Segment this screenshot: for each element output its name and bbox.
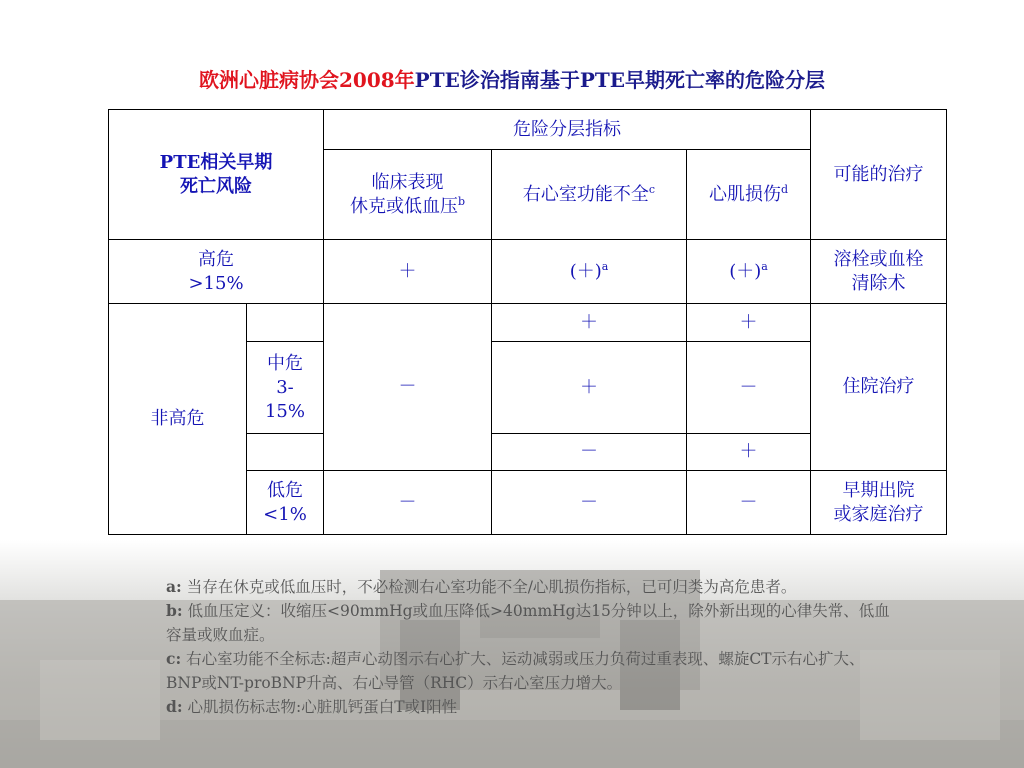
title-main: PTE诊治指南基于PTE早期死亡率的危险分层 <box>414 68 825 92</box>
title-org-year: 欧洲心脏病协会2008年 <box>198 68 415 92</box>
low-rv: － <box>492 471 687 535</box>
high-rv: $(+)^a$ <box>492 240 687 304</box>
intermediate-empty-bottom <box>247 434 324 471</box>
low-treatment: 早期出院 或家庭治疗 <box>811 471 947 535</box>
header-risk-label: PTE相关早期 死亡风险 <box>109 110 324 240</box>
high-clinical: ＋ <box>324 240 492 304</box>
footnote-c: c: 右心室功能不全标志:超声心动图示右心扩大、运动减弱或压力负荷过重表现、螺旋CT示右心扩大、BNP或NT-proBNP升高、右心导管（RHC）示右心室压力增大。 <box>166 649 865 692</box>
intermediate-treatment: 住院治疗 <box>811 304 947 471</box>
row1-rv: ＋ <box>492 304 687 342</box>
non-high-clinical: － <box>324 304 492 471</box>
intermediate-rv: ＋ <box>492 342 687 434</box>
row3-rv: － <box>492 434 687 471</box>
header-treatment: 可能的治疗 <box>811 110 947 240</box>
high-myo: $(+)^a$ <box>687 240 811 304</box>
row3-myo: ＋ <box>687 434 811 471</box>
slide-title <box>0 64 1024 93</box>
risk-stratification-table <box>108 109 947 535</box>
low-clinical: － <box>324 471 492 535</box>
non-high-risk-label: 非高危 <box>109 304 247 535</box>
row1-myo: ＋ <box>687 304 811 342</box>
footnote-a: a: 当存在休克或低血压时，不必检测右心室功能不全/心肌损伤指标，已可归类为高危患者。 <box>166 577 797 596</box>
low-myo: － <box>687 471 811 535</box>
footnotes <box>136 575 896 719</box>
intermediate-myo: － <box>687 342 811 434</box>
header-indicators: 危险分层指标 <box>324 110 811 150</box>
high-treatment: 溶栓或血栓 清除术 <box>811 240 947 304</box>
low-risk-label: 低危 <1% <box>247 471 324 535</box>
header-myocardial-injury: 心肌损伤$^d$ <box>687 150 811 240</box>
header-clinical: 临床表现 休克或低血压$^b$ <box>324 150 492 240</box>
header-rv-dysfunction: 右心室功能不全$^c$ <box>492 150 687 240</box>
intermediate-risk-label: 中危 3- 15% <box>247 342 324 434</box>
intermediate-empty-top <box>247 304 324 342</box>
footnote-b: b: 低血压定义：收缩压<90mmHg或血压降低>40mmHg达15分钟以上，除外新出现的心律失常、低血容量或败血症。 <box>166 601 890 644</box>
footnote-d: d: 心肌损伤标志物:心脏肌钙蛋白T或I阳性 <box>166 697 458 716</box>
high-risk-label: 高危 >15% <box>109 240 324 304</box>
